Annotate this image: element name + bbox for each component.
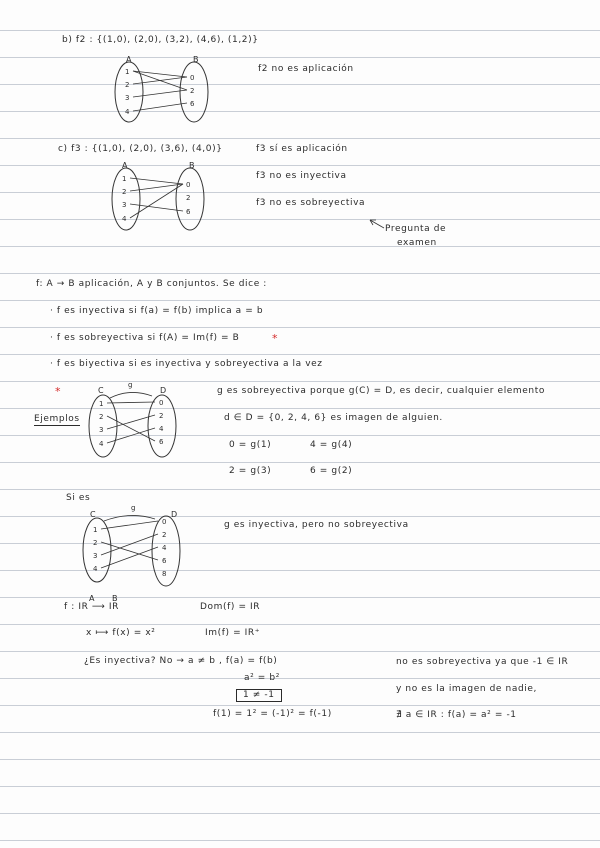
c-elem: 4 [93, 565, 98, 573]
b-elem: 6 [190, 100, 195, 108]
func-arrow [104, 515, 155, 521]
set-a-label: A [126, 55, 132, 64]
f3-note-sobreyectiva: f3 no es sobreyectiva [256, 198, 366, 208]
mapping-4: 4 = g(4) [310, 440, 353, 450]
func-label: g [131, 504, 136, 512]
example-text-line2: d ∈ D = {0, 2, 4, 6} es imagen de alguien. [224, 413, 443, 423]
real-right-1: no es sobreyectiva ya que -1 ∈ IR [396, 657, 569, 667]
exam-note-line1: Pregunta de [385, 224, 447, 234]
c-elem: 3 [99, 426, 104, 434]
real-right-2: y no es la imagen de nadie, [396, 684, 537, 694]
d-elem: 2 [162, 531, 167, 539]
d-elem: 4 [159, 425, 164, 433]
set-a-label: A [122, 161, 128, 170]
real-dom: Dom(f) = IR [200, 602, 261, 612]
arrow-1-0 [101, 521, 158, 529]
b-elem: 2 [186, 194, 191, 202]
def-inyectiva: · f es inyectiva si f(a) = f(b) implica a = b [50, 306, 264, 316]
real-rule: x ⟼ f(x) = x² [86, 628, 156, 638]
b-elem: 0 [186, 181, 191, 189]
real-question: ¿Es inyectiva? No → a ≠ b , f(a) = f(b) [84, 656, 278, 666]
c-elem: 3 [93, 552, 98, 560]
real-example: f(1) = 1² = (-1)² = f(-1) [213, 709, 332, 719]
b-elem: 0 [190, 74, 195, 82]
real-im: Im(f) = IR⁺ [205, 628, 261, 638]
c-elem: 1 [99, 400, 104, 408]
def-sobreyectiva: · f es sobreyectiva si f(A) = Im(f) = B [50, 333, 240, 343]
d-elem: 4 [162, 544, 167, 552]
d-elem: 2 [159, 412, 164, 420]
b-elem: 2 [190, 87, 195, 95]
real-func: f : IR ⟶ IR [64, 602, 119, 612]
real-right-3: ∄ a ∈ IR : f(a) = a² = -1 [396, 710, 517, 720]
a-elem: 2 [122, 188, 127, 196]
second-note: g es inyectiva, pero no sobreyectiva [224, 520, 409, 530]
defs-intro: f: A → B aplicación, A y B conjuntos. Se dice : [36, 279, 267, 289]
c-elem: 2 [99, 413, 104, 421]
set-b-label: B [193, 55, 199, 64]
c-elem: 4 [99, 440, 104, 448]
set-d-label: D [171, 510, 178, 519]
d-elem: 6 [159, 438, 164, 446]
mapping-2: 2 = g(3) [229, 466, 272, 476]
c-elem: 2 [93, 539, 98, 547]
a-elem: 2 [125, 81, 130, 89]
set-c-label: C [90, 510, 96, 519]
a-elem: 3 [125, 94, 130, 102]
set-d-label: D [160, 386, 167, 395]
red-star: * [55, 385, 62, 398]
f3-note-inyectiva: f3 no es inyectiva [256, 171, 347, 181]
def-biyectiva: · f es biyectiva si es inyectiva y sobreyectiva a la vez [50, 359, 323, 369]
section-b-title: b) f2 : {(1,0), (2,0), (3,2), (4,6), (1,2)} [62, 35, 259, 45]
d-elem: 0 [162, 518, 167, 526]
set-c-label: C [98, 386, 104, 395]
examples-label: Ejemplos [34, 414, 80, 424]
a-elem: 4 [125, 108, 130, 116]
section-c-title: c) f3 : {(1,0), (2,0), (3,6), (4,0)} [58, 144, 223, 154]
b-elem: 6 [186, 208, 191, 216]
d-elem: 8 [162, 570, 167, 578]
a-elem: 1 [122, 175, 127, 183]
real-boxed: 1 ≠ -1 [236, 689, 282, 702]
c-elem: 1 [93, 526, 98, 534]
set-b-label: B [189, 161, 195, 170]
red-star: * [272, 332, 279, 345]
real-eq: a² = b² [244, 673, 280, 683]
mapping-0: 0 = g(1) [229, 440, 272, 450]
func-label: g [128, 381, 133, 389]
example-text-line1: g es sobreyectiva porque g(C) = D, es decir, cualquier elemento [217, 386, 545, 396]
annot-a: A [89, 594, 96, 603]
d-elem: 0 [159, 399, 164, 407]
f3-note-aplicacion: f3 sí es aplicación [256, 144, 348, 154]
mapping-6: 6 = g(2) [310, 466, 353, 476]
f2-note: f2 no es aplicación [258, 64, 354, 74]
second-lead: Si es [66, 493, 91, 503]
exam-note-line2: examen [397, 238, 437, 248]
d-elem: 6 [162, 557, 167, 565]
a-elem: 3 [122, 201, 127, 209]
a-elem: 4 [122, 215, 127, 223]
annot-b: B [112, 594, 119, 603]
a-elem: 1 [125, 68, 130, 76]
